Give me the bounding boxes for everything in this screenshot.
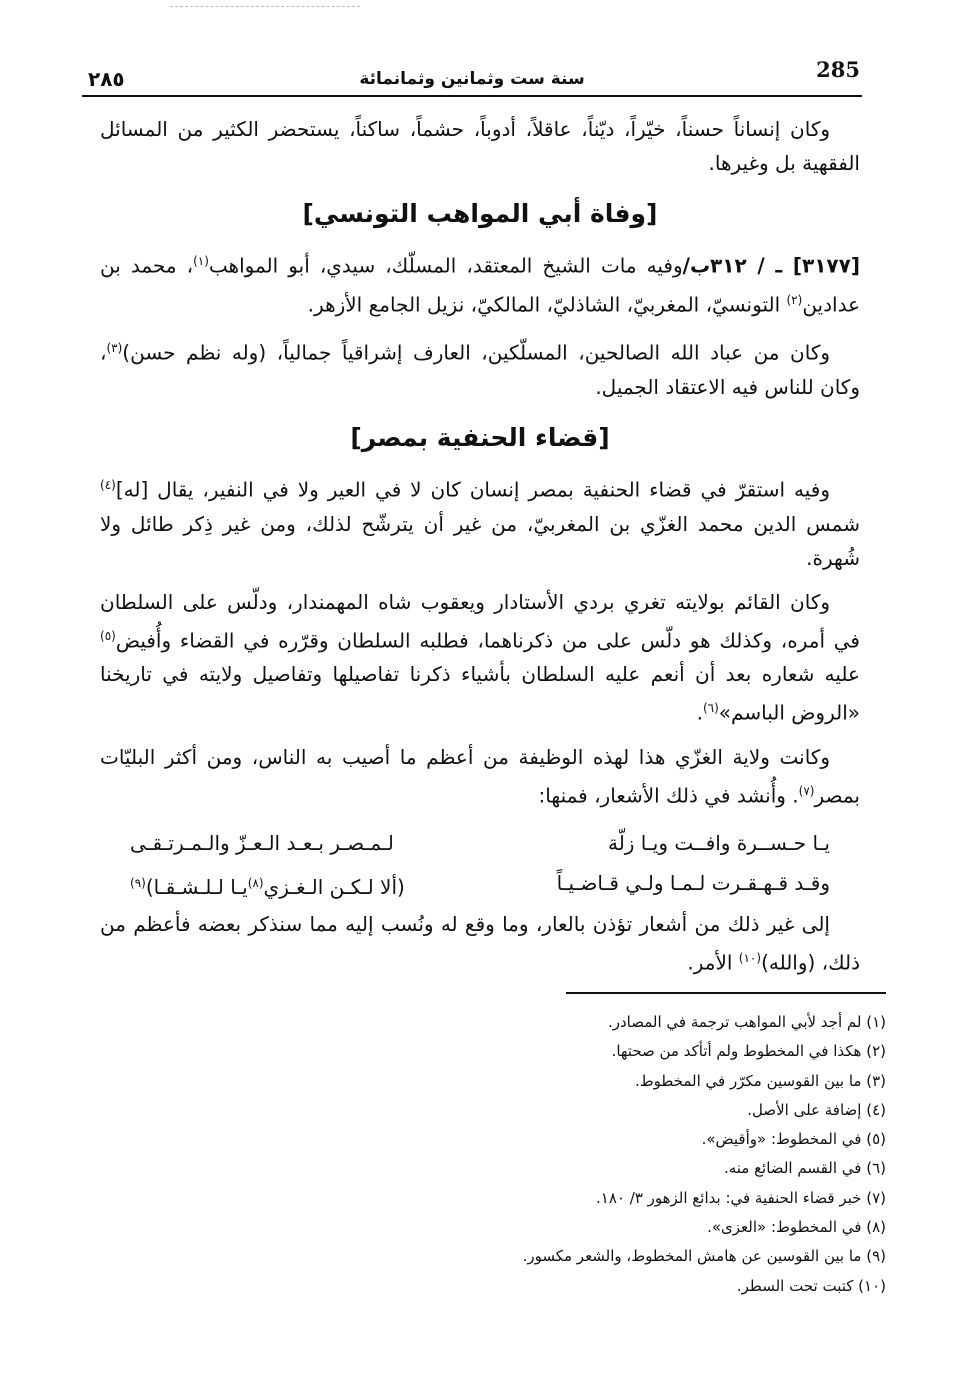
page-header bbox=[82, 55, 862, 97]
text-span: . bbox=[696, 700, 703, 725]
text-span: وكان القائم بولايته تغري بردي الأستادار ويعقوب شاه المهمندار، ودلّس على السلطان في أمره، وكذلك هو دلّس على من ذكرناهما، فطلبه السلطان وقرّره في القضاء وأُفيض bbox=[100, 589, 860, 653]
text-span: وكان من عباد الله الصالحين، المسلّكين، العارف إشراقياً جمالياً، (وله نظم حسن) bbox=[122, 340, 830, 365]
footnote-ref: (٥) bbox=[100, 628, 116, 643]
footnote-3: (٣) ما بين القوسين مكرّر في المخطوط. bbox=[635, 1071, 886, 1090]
footnote-ref: (١٠) bbox=[738, 951, 762, 966]
footnote-ref: (٤) bbox=[100, 477, 116, 492]
verse-hemistich: وقـد قـهـقـرت لـمـا ولـي قـاضـيـاً bbox=[556, 870, 830, 895]
text-span: إلى غير ذلك من أشعار تؤذن بالعار، وما وقع له ونُسب إليه مما سنذكر بعضه فأعظم من ذلك، (والله) bbox=[100, 912, 860, 975]
page-number-arabic: ٢٨٥ bbox=[88, 67, 125, 91]
section-heading-2: [قضاء الحنفية بمصر] bbox=[350, 422, 610, 452]
verse-hemistich: يـا حـســرة وافــت ويـا زلّة bbox=[607, 830, 830, 855]
footnote-2: (٢) هكذا في المخطوط ولم أتأكد من صحتها. bbox=[611, 1042, 886, 1061]
running-title: سنة ست وثمانين وثمانمائة bbox=[359, 69, 585, 89]
footnote-ref: (١) bbox=[193, 254, 209, 268]
footnote-ref: (٩) bbox=[130, 875, 146, 890]
footnote-ref: (٣) bbox=[106, 341, 123, 356]
footnote-4: (٤) إضافة على الأصل. bbox=[747, 1100, 886, 1119]
paragraph-3 bbox=[100, 331, 860, 404]
footnote-ref: (٨) bbox=[247, 875, 264, 890]
footnote-ref: (٦) bbox=[702, 701, 719, 716]
verse-hemistich: لـمـصـر بـعـد الـعـزّ والـمـرتـقـى bbox=[130, 830, 394, 855]
footnote-ref: (٢) bbox=[786, 292, 803, 307]
text-span: . وأُنشد في ذلك الأشعار، فمنها: bbox=[538, 783, 799, 808]
paragraph-1: وكان إنساناً حسناً، خيّراً، ديّناً، عاقلاً، أدوباً، حشماً، ساكناً، يستحضر الكثير من المسائل الفقهية بل وغيرها. bbox=[100, 117, 860, 175]
text-span: يـا لـلـشـقـا) bbox=[145, 875, 248, 900]
text-span: ، وكان للناس فيه الاعتقاد الجميل. bbox=[100, 340, 860, 399]
text-span: (ألا لـكـن الـغـزي bbox=[263, 875, 405, 900]
verse-hemistich bbox=[130, 863, 405, 908]
text-span: وفيه استقرّ في قضاء الحنفية بمصر إنسان كان لا في العير ولا في النفير، يقال [له] bbox=[115, 477, 830, 502]
scan-artifact-line bbox=[170, 6, 360, 7]
text-span: ، محمد بن عدادين bbox=[100, 253, 860, 317]
footnote-1: (١) لم أجد لأبي المواهب ترجمة في المصادر. bbox=[607, 1013, 886, 1031]
paragraph-entry-3177 bbox=[100, 244, 860, 321]
footnote-separator bbox=[566, 992, 886, 994]
text-span: الأمر. bbox=[687, 950, 739, 975]
footnote-5: (٥) في المخطوط: «وأقيض». bbox=[701, 1130, 886, 1149]
page-number-latin: 285 bbox=[816, 57, 860, 82]
section-heading-1: [وفاة أبي المواهب التونسي] bbox=[302, 199, 658, 228]
verse-line-1 bbox=[100, 823, 860, 863]
paragraph-7 bbox=[100, 907, 860, 980]
verse-line-2 bbox=[100, 863, 860, 908]
text-span: شمس الدين محمد الغزّي بن المغربيّ، من غير أن يترشّح لذلك، ومن غير ذِكر طائل ولا شُهرة. bbox=[100, 511, 860, 570]
paragraph-5 bbox=[100, 585, 860, 730]
text-span: عليه شعاره بعد أن أنعم عليه السلطان بأشياء ذكرنا تفاصيلها وتفاصيل ولايته في تاريخنا «الروض الباسم» bbox=[100, 662, 860, 725]
text-span: وفيه مات الشيخ المعتقد، المسلّك، سيدي، أبو المواهب bbox=[208, 253, 683, 278]
footnote-8: (٨) في المخطوط: «العزى». bbox=[707, 1218, 886, 1237]
text-span: التونسيّ، المغربيّ، الشاذليّ، المالكيّ، نزيل الجامع الأزهر. bbox=[307, 292, 787, 317]
footnote-10: (١٠) كتبت تحت السطر. bbox=[736, 1276, 886, 1295]
footnote-9: (٩) ما بين القوسين عن هامش المخطوط، والشعر مكسور. bbox=[522, 1247, 886, 1266]
text-span: وكانت ولاية الغزّي هذا لهذه الوظيفة من أعظم ما أصيب به الناس، ومن أكثر البليّات بمصر bbox=[100, 744, 860, 808]
paragraph-6 bbox=[100, 740, 860, 813]
footnotes bbox=[380, 1008, 886, 1301]
footnote-6: (٦) في القسم الضائع منه. bbox=[723, 1159, 886, 1178]
footnote-ref: (٧) bbox=[798, 783, 815, 798]
entry-number: [٣١٧٧] ـ / ٣١٢ب/ bbox=[682, 253, 860, 278]
footnote-7: (٧) خبر قضاء الحنفية في: بدائع الزهور ٣/ ١٨٠. bbox=[596, 1188, 886, 1207]
paragraph-4 bbox=[100, 468, 860, 575]
main-text bbox=[100, 112, 860, 990]
